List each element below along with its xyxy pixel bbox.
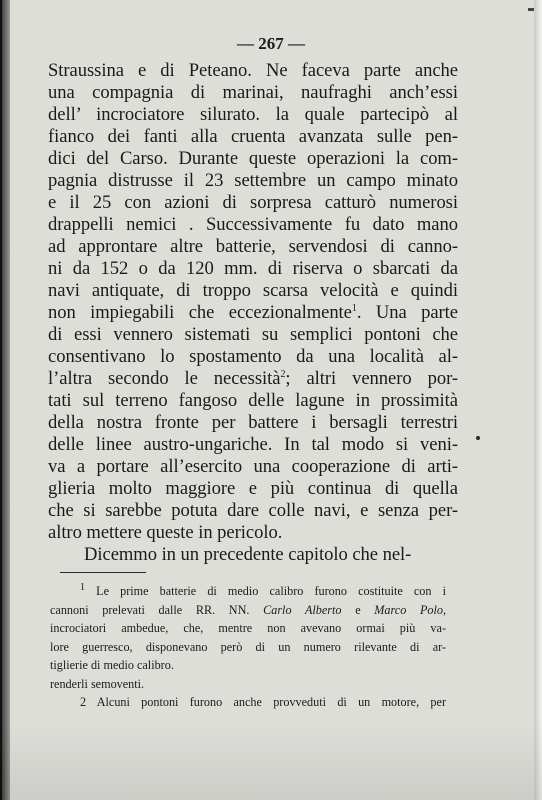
- footnote-1-line: [50, 601, 446, 620]
- text-fragment: ; altri vennero por-: [285, 368, 458, 389]
- text-line: va a portare all’esercito una cooperazione di arti-: [48, 456, 458, 477]
- text-line: drappelli nemici . Successivamente fu dato mano: [48, 214, 458, 235]
- text-fragment: l’altra secondo le necessità: [48, 368, 281, 389]
- page-edge-highlight: [536, 0, 542, 800]
- footnote-text: Le prime batterie di medio calibro furono costituite con i: [96, 584, 446, 598]
- footnote-ref: 2: [280, 368, 286, 380]
- footnote-text: e: [355, 602, 361, 617]
- text-line: glieria molto maggiore e più continua di quella: [48, 478, 458, 499]
- text-line: pagnia distrusse il 23 settembre un campo minato: [48, 170, 458, 191]
- text-line: navi antiquate, di troppo scarsa velocità e quindi: [48, 280, 458, 301]
- text-line-with-footnote: [48, 368, 458, 390]
- footnote-1-line: incrociatori ambedue, che, mentre non avevano ormai più va-: [50, 621, 446, 635]
- footnote-1-line: lore guerresco, disponevano però di un numero rilevante di ar-: [50, 639, 446, 654]
- footnote-stray-line: renderli semoventi.: [50, 676, 145, 691]
- text-line: ad approntare altre batterie, servendosi di canno-: [48, 236, 458, 257]
- footnote-marker: 2: [80, 695, 87, 709]
- text-line: della nostra fronte per battere i bersagli terrestri: [48, 412, 458, 433]
- footnote-ref: 1: [351, 302, 357, 314]
- footnote-1-line: tiglierie di medio calibro.: [50, 658, 174, 672]
- text-line: e il 25 con azioni di sorpresa catturò numerosi: [48, 192, 458, 213]
- footnote-2-line: [50, 693, 446, 712]
- text-line: tati sul terreno fangoso delle lagune in prossimità: [48, 390, 458, 411]
- text-fragment: non impiegabili che eccezionalmente: [48, 302, 352, 323]
- scan-dot: [476, 436, 480, 440]
- text-line: altro mettere queste in pericolo.: [48, 522, 283, 543]
- footnote-separator: [60, 572, 146, 573]
- footnotes: [50, 582, 446, 712]
- footnote-text: Alcuni pontoni furono anche provveduti di un motore, per: [96, 695, 446, 709]
- text-line-with-footnote: [48, 302, 458, 324]
- book-spine-edge: [0, 0, 2, 800]
- text-line: che si sarebbe potuta dare colle navi, e senza per-: [48, 500, 458, 521]
- footnote-1-line: [50, 582, 446, 601]
- scan-speck: [528, 8, 534, 11]
- text-line-new-paragraph: Dicemmo in un precedente capitolo che nel-: [84, 544, 412, 565]
- text-fragment: . Una parte: [356, 302, 458, 323]
- page-number: — 267 —: [237, 34, 305, 53]
- text-line: ni da 152 o da 120 mm. di riserva o sbarcati da: [48, 258, 458, 279]
- text-line: dici del Carso. Durante queste operazioni la com-: [48, 148, 458, 169]
- text-line: Straussina e di Peteano. Ne faceva parte anche: [48, 60, 458, 81]
- text-line: delle linee austro-ungariche. In tal modo si veni-: [48, 434, 458, 455]
- footnote-marker: 1: [80, 581, 85, 593]
- text-line: una compagnia di marinai, naufraghi anch’essi: [48, 82, 458, 103]
- scan-bottom-shading: [0, 720, 542, 800]
- text-line: consentivano lo spostamento da una località al-: [48, 346, 458, 367]
- body-text: [48, 60, 458, 566]
- text-line: di essi vennero sistemati su semplici pontoni che: [48, 324, 458, 345]
- text-line: dell’ incrociatore silurato. la quale partecipò al: [48, 104, 458, 125]
- text-line: fianco dei fanti alla cruenta avanzata sulle pen-: [48, 126, 458, 147]
- ship-name: Marco Polo,: [374, 602, 447, 617]
- footnote-text: cannoni prelevati dalle RR. NN.: [50, 602, 250, 617]
- ship-name: Carlo Alberto: [263, 602, 342, 617]
